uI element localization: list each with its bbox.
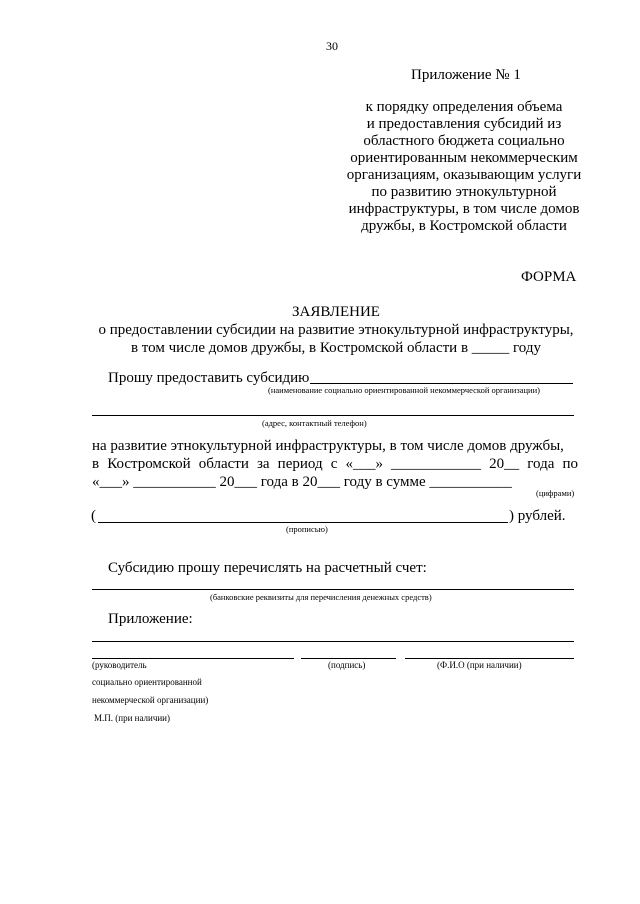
signature-caption: (подпись) [328, 660, 366, 670]
purpose-word: года [527, 456, 555, 472]
appendix-line: по развитию этнокультурной [371, 184, 557, 200]
head-position-field[interactable] [92, 658, 294, 659]
purpose-word: за [256, 456, 270, 472]
appendix-line: организациям, оказывающим услуги [346, 167, 582, 183]
bank-details-caption: (банковские реквизиты для перечисления денежных средств) [210, 592, 432, 602]
amount-open-paren: ( [91, 508, 96, 524]
statement-subtitle: о предоставлении субсидии на развитие этнокультурной инфраструктуры, [98, 322, 574, 338]
amount-close: ) рублей. [509, 508, 566, 524]
date-year-field[interactable]: 20__ [489, 456, 520, 472]
attachment-label: Приложение: [108, 611, 193, 627]
appendix-line: инфраструктуры, в том числе домов [348, 201, 580, 217]
name-caption: (Ф.И.О (при наличии) [437, 660, 522, 670]
appendix-title: Приложение № 1 [411, 67, 521, 83]
account-text: Субсидию прошу перечислять на расчетный счет: [108, 560, 427, 576]
request-text: Прошу предоставить субсидию [108, 370, 310, 386]
appendix-line: и предоставления субсидий из [366, 116, 562, 132]
full-name-field[interactable] [405, 658, 574, 659]
appendix-description [340, 99, 588, 235]
purpose-word: области [198, 456, 249, 472]
purpose-word: в [92, 456, 100, 472]
address-field[interactable] [92, 415, 574, 416]
form-label: ФОРМА [521, 269, 577, 285]
purpose-line-2 [92, 456, 578, 473]
head-caption: социально ориентированной [92, 677, 202, 687]
purpose-word: Костромской [107, 456, 191, 472]
words-caption: (прописью) [286, 524, 328, 534]
page-number: 30 [326, 39, 338, 53]
org-name-field[interactable] [310, 383, 573, 384]
bank-details-field[interactable] [92, 589, 574, 590]
purpose-word: период [277, 456, 323, 472]
appendix-line: областного бюджета социально [363, 133, 565, 149]
address-caption: (адрес, контактный телефон) [262, 418, 367, 428]
digits-caption: (цифрами) [536, 488, 575, 498]
statement-title: ЗАЯВЛЕНИЕ [292, 304, 380, 320]
head-caption: (руководитель [92, 660, 147, 670]
appendix-line: к порядку определения объема [365, 99, 563, 115]
signature-field[interactable] [301, 658, 396, 659]
head-caption: некоммерческой организации) [92, 695, 209, 705]
purpose-line-1: на развитие этнокультурной инфраструктуры, в том числе домов дружбы, [92, 438, 564, 454]
attachment-field[interactable] [92, 641, 574, 642]
appendix-line: дружбы, в Костромской области [361, 218, 567, 234]
amount-words-field[interactable] [98, 522, 508, 523]
purpose-word: с [330, 456, 338, 472]
appendix-line: ориентированным некоммерческим [350, 150, 578, 166]
date-day-field[interactable]: «___» [345, 456, 383, 472]
seal-caption: М.П. (при наличии) [94, 713, 170, 723]
purpose-word: по [562, 456, 578, 472]
purpose-line-3[interactable]: «___» ___________ 20___ года в 20___ году в сумме ___________ [92, 474, 512, 490]
org-name-caption: (наименование социально ориентированной некоммерческой организации) [268, 385, 540, 395]
statement-subtitle: в том числе домов дружбы, в Костромской области в _____ году [130, 340, 542, 356]
date-month-field[interactable]: ____________ [391, 456, 482, 472]
